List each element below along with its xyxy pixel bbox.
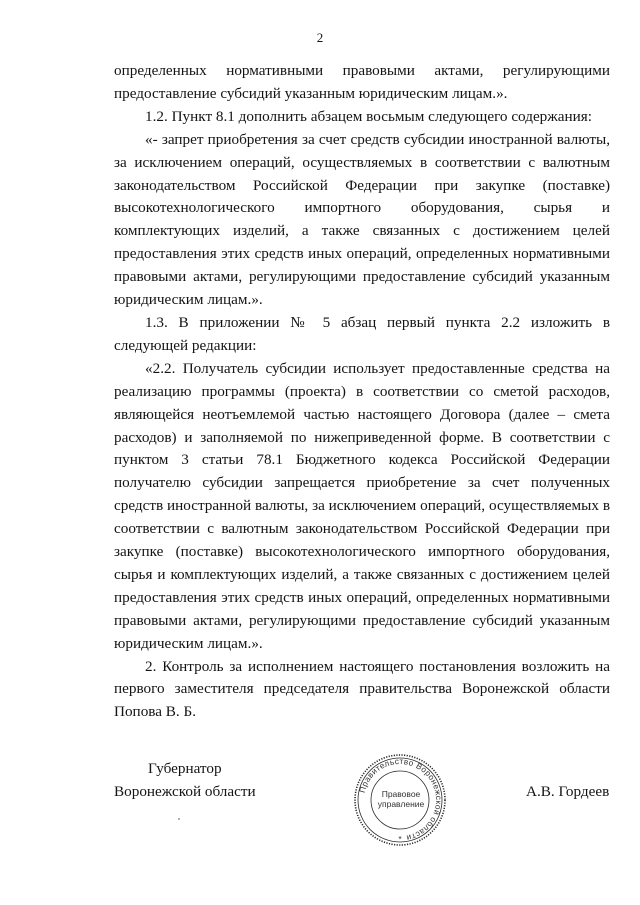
signatory-name: А.В. Гордеев <box>526 783 610 800</box>
signature-block <box>0 750 640 860</box>
paragraph-quote-2-2: «2.2. Получатель субсидии использует предоставленные средства на реализацию программы (проекта) в соответствии со сметой расходов, являющейся неотъемлемой частью настоящего Договора (далее – смета расходов) и заполняемой по нижеприведенной форме. В соответствии с пунктом 3 статьи 78.1 Бюджетного кодекса Российской Федерации получателю субсидии запрещается приобретение за счет полученных средств иностранной валюты, за исключением операций, осуществляемых в соответствии с валютным законодательством Российской Федерации при закупке (поставке) высокотехнологического импортного оборудования, сырья и комплектующих изделий, а также связанных с достижением целей предоставления этих средств иных операций, определенных нормативными правовыми актами, регулирующими предоставление субсидий указанным юридическим лицам.». <box>114 359 610 652</box>
page-number: 2 <box>316 30 324 45</box>
paragraph-item-1-2: 1.2. Пункт 8.1 дополнить абзацем восьмым следующего содержания: <box>145 107 592 125</box>
signatory-title: Губернатор <box>148 760 222 777</box>
stamp-inner-line1: Правовое <box>381 789 421 799</box>
stamp-ring-text: Правительство Воронежской области <box>357 756 444 843</box>
stamp-star: * <box>398 834 402 844</box>
document-body <box>114 60 610 724</box>
paragraph-item-2: 2. Контроль за исполнением настоящего постановления возложить на первого заместителя председателя правительства Воронежской области Попова В. Б. <box>114 657 610 721</box>
paragraph-quote-8-1: «- запрет приобретения за счет средств субсидии иностранной валюты, за исключением операций, осуществляемых в соответствии с валютным законодательством Российской Федерации при закупке (поставке) высокотехнологического импортного оборудования, сырья и комплектующих изделий, а также связанных с достижением целей предоставления этих средств иных операций, определенных нормативными правовыми актами, регулирующими предоставление субсидий указанным юридическим лицам.». <box>114 130 610 309</box>
approval-stamp <box>350 750 450 850</box>
stamp-graphic <box>350 750 450 850</box>
scan-artifact-dot <box>178 818 180 820</box>
stamp-inner-line2: управление <box>377 799 425 809</box>
signatory-region: Воронежской области <box>114 783 256 800</box>
paragraph-item-1-3: 1.3. В приложении № 5 абзац первый пункта 2.2 изложить в следующей редакции: <box>114 313 610 354</box>
paragraph-continuation: определенных нормативными правовыми актами, регулирующими предоставление субсидий указанным юридическим лицам.». <box>114 62 610 102</box>
